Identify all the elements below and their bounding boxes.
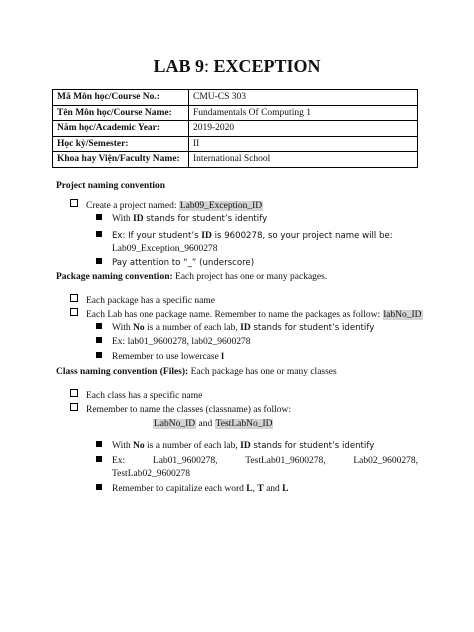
bullet-icon [96,258,102,264]
id-prefix: With [112,214,133,224]
list-item [96,322,374,334]
list-item [96,440,374,452]
title-colon: : [203,56,214,76]
create-prefix: Create a project named: [86,201,179,211]
page-title [0,56,474,77]
package-name-highlight: labNo_ID [383,310,422,320]
lowercase-l: l [221,352,224,362]
title-topic: EXCEPTION [213,56,321,76]
class-names [153,418,273,430]
table-row [53,136,418,152]
example-id: ID [201,231,212,241]
pay-attention: Pay attention to “_” (underscore) [112,258,255,268]
cap-L: L [246,484,253,494]
table-key: Khoa hay Viện/Faculty Name: [53,152,189,168]
list-item [96,455,418,467]
id-suffix: stands for student’s identify [143,214,268,224]
checkbox-icon [70,308,78,316]
class-heading-rest: Each package has one or many classes [188,367,337,377]
checkbox-icon [70,294,78,302]
bullet-icon [96,484,102,490]
no-c: is a number of each lab, [144,323,241,333]
id-word: ID [133,214,144,224]
bullet-icon [96,323,102,329]
table-row [53,121,418,137]
class-heading [56,366,337,378]
table-key: Tên Môn học/Course Name: [53,105,189,121]
ex-label-group [96,455,125,467]
no-b: No [133,323,145,333]
list-item [96,230,418,242]
list-item [70,389,202,402]
list-item [96,257,254,269]
table-value: 2019-2020 [189,121,418,137]
project-heading: Project naming convention [56,181,166,191]
list-item [96,213,267,225]
class-names-and: and [196,419,215,429]
list-item [96,336,251,348]
ex-label: Ex: [112,456,126,466]
lowercase-prefix: Remember to use lowercase [112,352,222,362]
list-item [96,483,289,495]
list-item [70,403,291,416]
table-value: CMU-CS 303 [189,90,418,106]
example-text-a: Ex: If your student’s [112,231,202,241]
package-heading [56,271,327,283]
no-d: ID [240,441,251,451]
package-item-2: Each Lab has one package name. Remember to name the packages as follow: [86,310,383,320]
no-e: stands for student’s identify [250,323,375,333]
class-name-a: LabNo_ID [154,419,196,429]
list-item [96,351,224,363]
no-c: is a number of each lab, [144,441,241,451]
ex-line-2: TestLab02_9600278 [112,469,190,479]
checkbox-icon [70,199,78,207]
table-row [53,152,418,168]
ex-2: TestLab01_9600278, [245,456,326,466]
table-value: International School [189,152,418,168]
no-a: With [112,441,133,451]
example-text-b: is 9600278, so your project name will be: [211,231,393,241]
title-lab: LAB 9 [153,56,204,76]
project-name-highlight: Lab09_Exception_ID [179,201,263,211]
bullet-icon [96,441,102,447]
ex-1: Lab01_9600278, [152,456,218,466]
no-d: ID [240,323,251,333]
cap-L2: L [282,484,289,494]
bullet-icon [96,214,102,220]
package-heading-rest: Each project has one or many packages. [172,272,328,282]
no-e: stands for student’s identify [250,441,375,451]
example-line-2: Lab09_Exception_9600278 [112,244,218,254]
class-heading-label: Class naming convention (Files): [56,367,189,377]
package-item-1: Each package has a specific name [86,296,215,306]
bullet-icon [96,231,102,237]
class-item-2: Remember to name the classes (classname) as follow: [86,405,291,415]
course-info-table [52,89,418,168]
table-row [53,105,418,121]
list-item [70,308,423,321]
cap-and: and [263,484,283,494]
checkbox-icon [70,389,78,397]
package-example: Ex: lab01_9600278, lab02_9600278 [112,337,251,347]
table-key: Mã Môn học/Course No.: [53,90,189,106]
cap-sep: , [252,484,258,494]
bullet-icon [96,352,102,358]
no-a: With [112,323,133,333]
no-b: No [133,441,145,451]
checkbox-icon [70,403,78,411]
bullet-icon [96,337,102,343]
cap-T: T [257,484,264,494]
package-heading-label: Package naming convention: [56,272,173,282]
table-key: Học kỳ/Semester: [53,136,189,152]
table-value: Fundamentals Of Computing 1 [189,105,418,121]
table-key: Năm học/Academic Year: [53,121,189,137]
list-item [70,294,215,307]
class-item-1: Each class has a specific name [86,391,203,401]
cap-a: Remember to capitalize each word [112,484,247,494]
ex-3: Lab02_9600278, [353,456,418,466]
table-row [53,90,418,106]
bullet-icon [96,456,102,462]
class-name-b: TestLabNo_ID [215,419,273,429]
list-item [70,199,263,212]
table-value: II [189,136,418,152]
